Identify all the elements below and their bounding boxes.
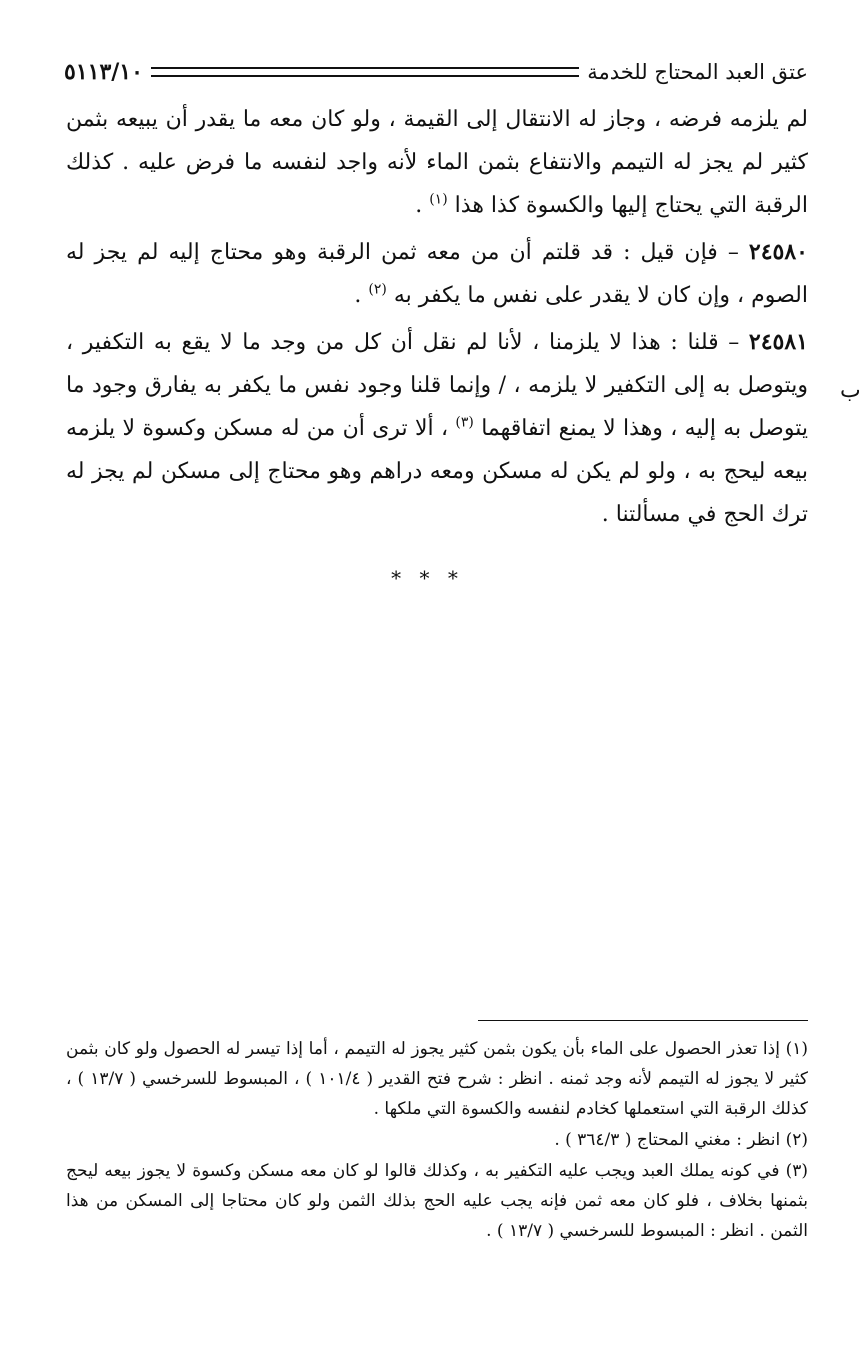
footnote: (٣) في كونه يملك العبد ويجب عليه التكفير به ، وكذلك قالوا لو كان معه مسكن وكسوة لا يجوز بيعه ليحج بثمنها بخلاف ، فلو كان معه ثمن فإنه يجب عليه الحج بذلك الثمن ولو كان محتاجا إلى المسكن من هذا الثمن . انظر : المبسوط للسرخسي ( ١٣/٧ ) . bbox=[66, 1161, 808, 1241]
page-header bbox=[64, 52, 808, 92]
margin-mark: ب bbox=[840, 378, 861, 403]
paragraph-text: – فإن قيل : قد قلتم أن من معه ثمن الرقبة وهو محتاج إليه لم يجز له الصوم ، وإن كان لا يقدر على نفس ما يكفر به bbox=[66, 240, 808, 308]
paragraph-text: – قلنا : هذا لا يلزمنا ، لأنا لم نقل أن كل من وجد ما لا يقع به التكفير ، ويتوصل به إلى التكفير لا يلزمه ، / وإنما قلنا وجود نفس ما يكفر به يفارق وجود ما يتوصل به إليه ، وهذا لا يمنع اتفاقهما bbox=[66, 330, 808, 441]
footnote-divider bbox=[478, 1020, 808, 1021]
paragraph-end: ، ألا ترى أن من له مسكن وكسوة لا يلزمه بيعه ليحج به ، ولو لم يكن له مسكن ومعه دراهم وهو محتاج إلى مسكن لم يجز له ترك الحج في مسألتنا . bbox=[66, 416, 808, 527]
paragraph-end: . bbox=[415, 193, 430, 218]
paragraph-number: ٢٤٥٨١ bbox=[748, 329, 808, 355]
paragraph bbox=[66, 98, 808, 227]
running-title: عتق العبد المحتاج للخدمة bbox=[587, 60, 808, 84]
paragraph-number: ٢٤٥٨٠ bbox=[748, 239, 808, 265]
footnote: (٢) انظر : مغني المحتاج ( ٣٦٤/٣ ) . bbox=[554, 1130, 808, 1150]
paragraph bbox=[66, 231, 808, 317]
header-double-rule bbox=[151, 67, 579, 77]
paragraph-text: لم يلزمه فرضه ، وجاز له الانتقال إلى القيمة ، ولو كان معه ما يقدر أن يبيعه بثمن كثير لم يجز له التيمم والانتفاع بثمن الماء لأنه واجد لنفسه ما فرض عليه . كذلك الرقبة التي يحتاج إليها والكسوة كذا هذا bbox=[66, 107, 808, 218]
page-number: ٥١١٣/١٠ bbox=[64, 59, 143, 85]
paragraph bbox=[66, 321, 808, 536]
footnotes bbox=[66, 1034, 808, 1247]
section-separator: * * * bbox=[391, 566, 464, 590]
footnote-ref: (٢) bbox=[368, 281, 387, 298]
footnote-ref: (٣) bbox=[455, 414, 474, 431]
footnote-ref: (١) bbox=[429, 191, 448, 208]
footnote: (١) إذا تعذر الحصول على الماء بأن يكون بثمن كثير يجوز له التيمم ، أما إذا تيسر له الحصول ولو كان بثمن كثير لا يجوز له التيمم لأنه وجد ثمنه . انظر : شرح فتح القدير ( ١٠١/٤ ) ، المبسوط للسرخسي ( ١٣/٧ ) ، كذلك الرقبة التي استعملها كخادم لنفسه والكسوة التي ملكها . bbox=[66, 1039, 808, 1119]
paragraph-end: . bbox=[354, 283, 369, 308]
main-text bbox=[66, 98, 808, 540]
